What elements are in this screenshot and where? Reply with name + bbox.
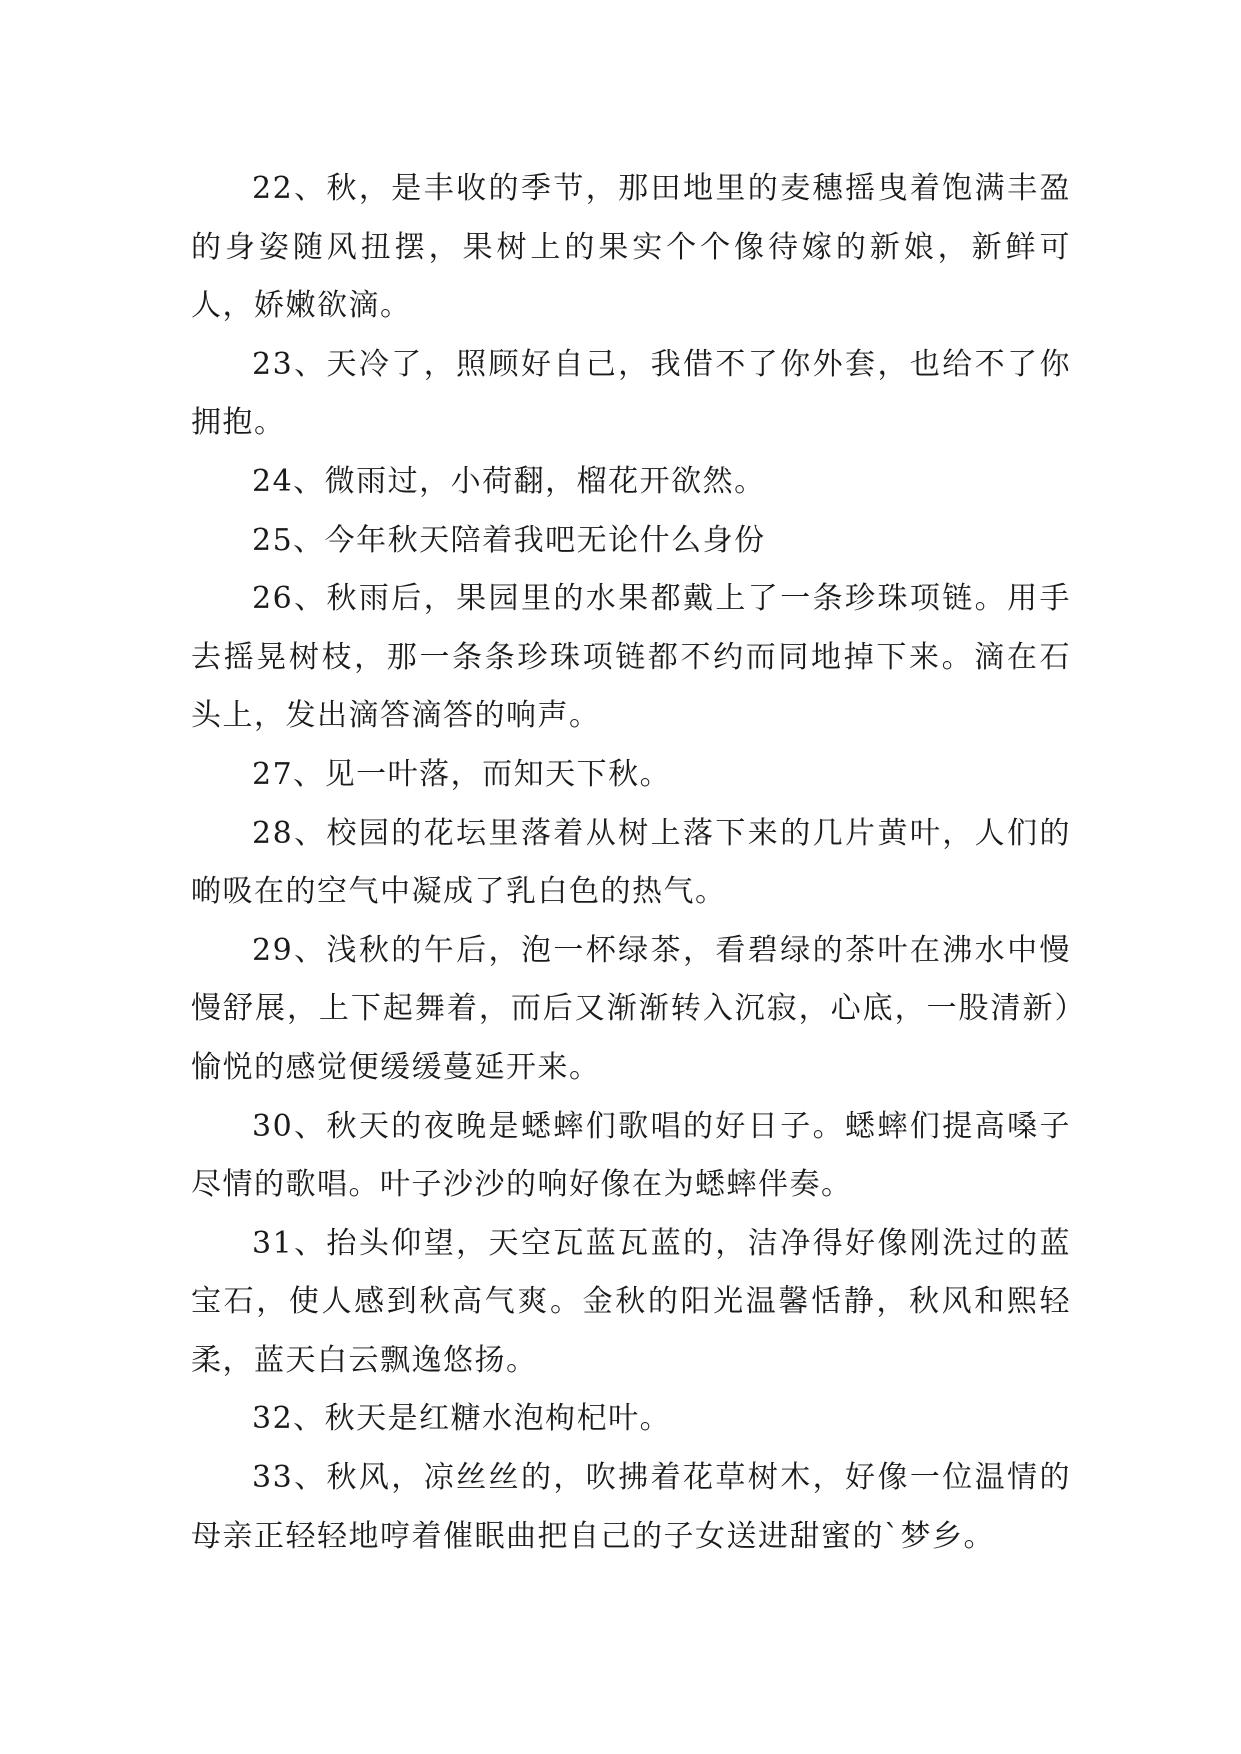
document-body [191, 160, 1071, 1566]
paragraph-28: 28、校园的花坛里落着从树上落下来的几片黄叶，人们的啲吸在的空气中凝成了乳白色的热气。 [191, 815, 1071, 910]
paragraph-22: 22、秋，是丰收的季节，那田地里的麦穗摇曳着饱满丰盈的身姿随风扭摆，果树上的果实个个像待嫁的新娘，新鲜可人，娇嫩欲滴。 [191, 171, 1071, 324]
paragraph-32: 32、秋天是红糖水泡枸杞叶。 [252, 1401, 672, 1437]
paragraph-24: 24、微雨过，小荷翻，榴花开欲然。 [252, 463, 766, 499]
paragraph-27: 27、见一叶落，而知天下秋。 [252, 756, 672, 792]
paragraph-33: 33、秋风，凉丝丝的，吹拂着花草树木，好像一位温情的母亲正轻轻地哼着催眠曲把自己的子女送进甜蜜的`梦乡。 [191, 1460, 1071, 1554]
paragraph-31: 31、抬头仰望，天空瓦蓝瓦蓝的，洁净得好像刚洗过的蓝宝石，使人感到秋高气爽。金秋的阳光温馨恬静，秋风和熙轻柔，蓝天白云飘逸悠扬。 [191, 1225, 1071, 1378]
paragraph-23: 23、天冷了，照顾好自己，我借不了你外套，也给不了你拥抱。 [191, 346, 1071, 441]
paragraph-25: 25、今年秋天陪着我吧无论什么身份 [252, 522, 766, 558]
paragraph-29: 29、浅秋的午后，泡一杯绿茶，看碧绿的茶叶在沸水中慢慢舒展，上下起舞着，而后又渐渐转入沉寂，心底，一股清新）愉悦的感觉便缓缓蔓延开来。 [191, 932, 1071, 1085]
paragraph-26: 26、秋雨后，果园里的水果都戴上了一条珍珠项链。用手去摇晃树枝，那一条条珍珠项链都不约而同地掉下来。滴在石头上，发出滴答滴答的响声。 [191, 581, 1071, 734]
paragraph-30: 30、秋天的夜晚是蟋蟀们歌唱的好日子。蟋蟀们提高嗓子尽情的歌唱。叶子沙沙的响好像在为蟋蟀伴奏。 [191, 1108, 1071, 1203]
